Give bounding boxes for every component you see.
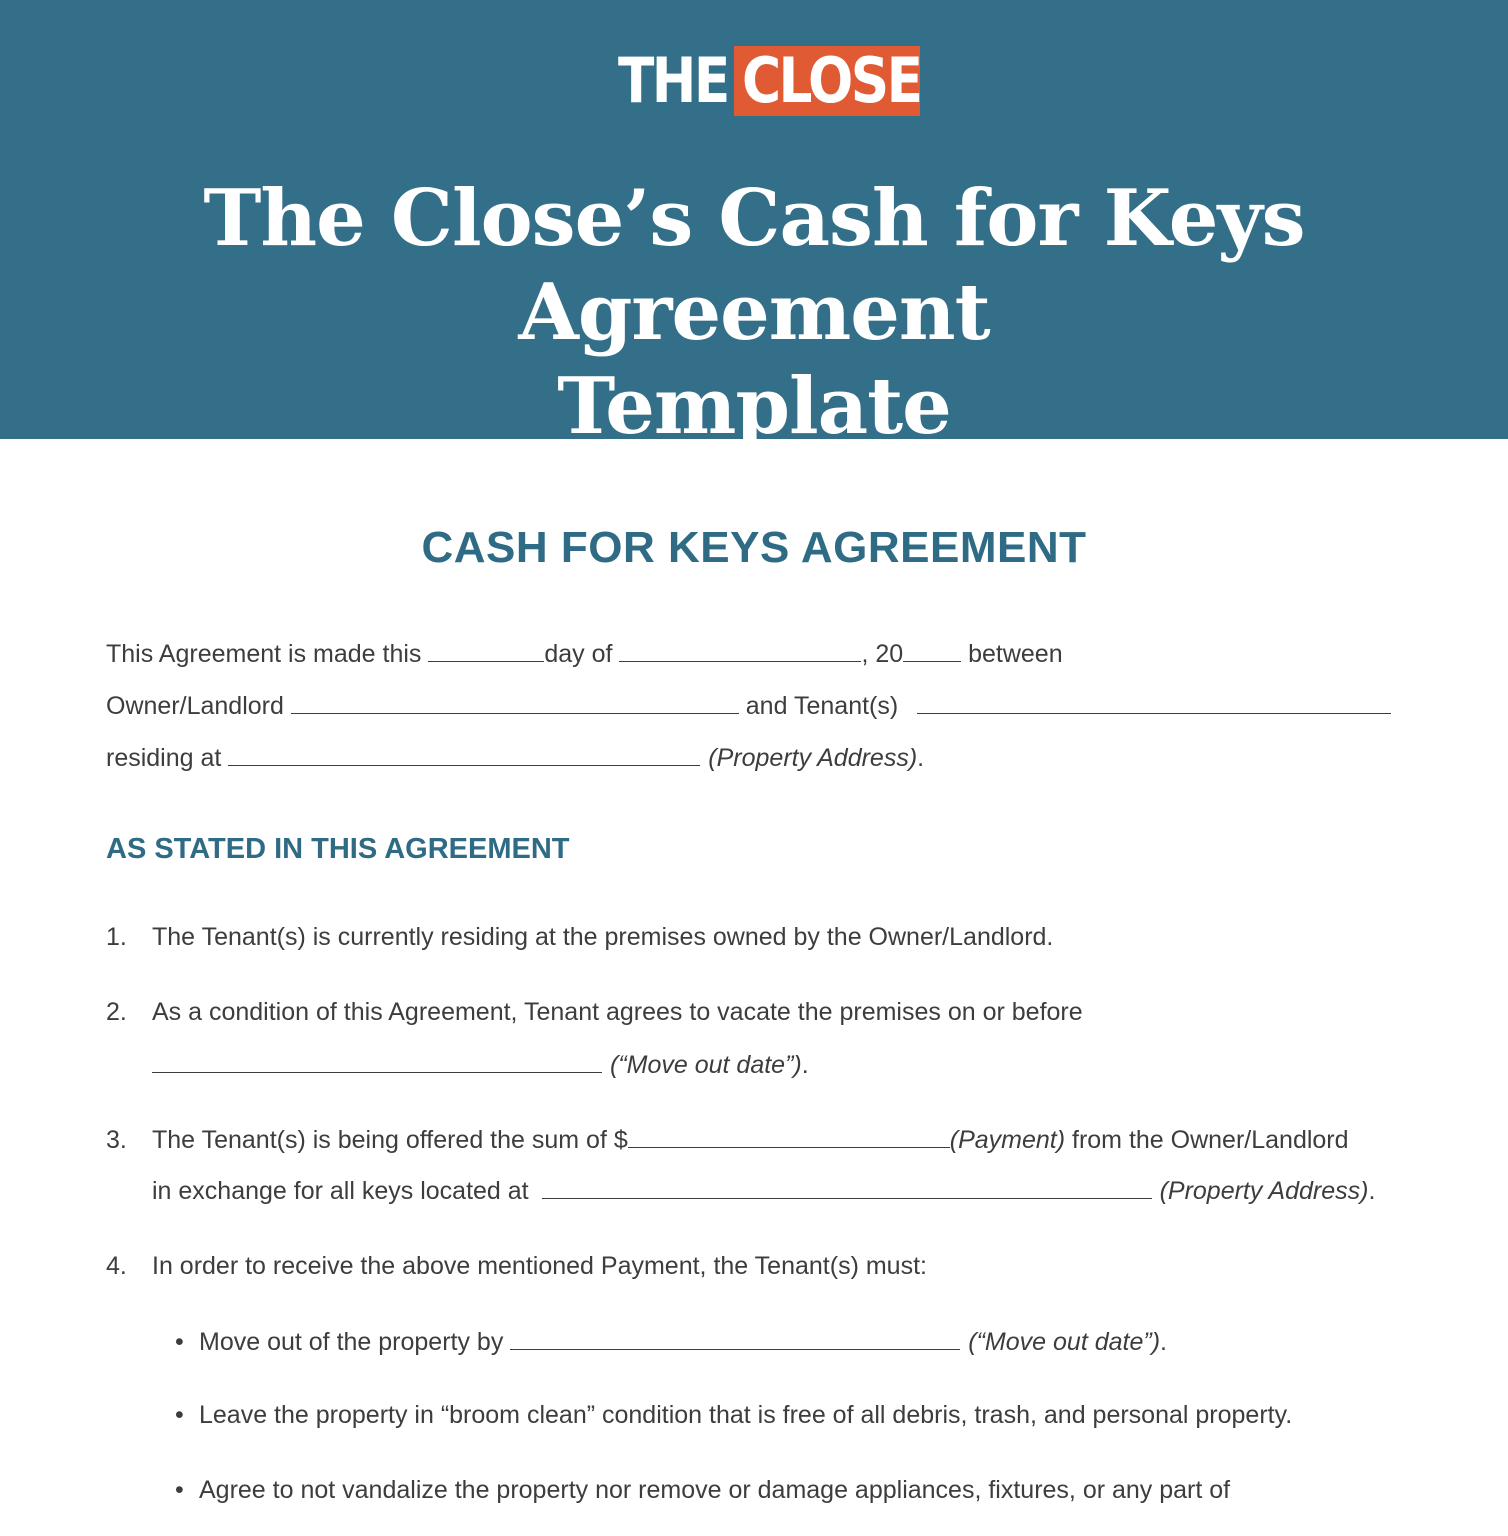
list-item-text: . — [801, 1051, 809, 1079]
intro-text: and Tenant(s) — [738, 692, 906, 720]
bullet-icon: • — [175, 1476, 184, 1504]
list-item-text: The Tenant(s) is currently residing at the premises owned by the Owner/Landlord. — [152, 923, 1054, 951]
intro-text: Owner/Landlord — [106, 692, 291, 720]
section-heading: AS STATED IN THIS AGREEMENT — [106, 833, 570, 865]
header-banner — [0, 0, 1508, 452]
bullet-item-2 — [175, 1399, 1292, 1431]
bullet-move-out-blank[interactable] — [510, 1325, 960, 1350]
tenant-blank[interactable] — [917, 689, 1391, 714]
list-item-2 — [106, 996, 1083, 1028]
property-address-label: (Property Address) — [1159, 1177, 1369, 1205]
list-item-3 — [106, 1123, 1349, 1156]
day-blank[interactable] — [428, 637, 544, 662]
logo-the-text: THE — [618, 44, 728, 117]
document-title: CASH FOR KEYS AGREEMENT — [421, 523, 1087, 572]
list-item-2-cont — [152, 1048, 809, 1081]
year-blank[interactable] — [903, 637, 961, 662]
owner-landlord-blank[interactable] — [291, 689, 739, 714]
move-out-date-blank[interactable] — [152, 1048, 602, 1073]
page-title-line-1: The Close’s Cash for Keys Agreement — [203, 173, 1305, 358]
intro-text: residing at — [106, 744, 229, 772]
list-item-text: In order to receive the above mentioned Payment, the Tenant(s) must: — [152, 1252, 927, 1280]
intro-text: day of — [544, 640, 620, 668]
payment-blank[interactable] — [628, 1123, 950, 1148]
list-item-text: . — [1368, 1177, 1376, 1205]
list-item-1 — [106, 921, 1053, 953]
list-number: 3. — [106, 1126, 127, 1154]
bullet-text: . — [1160, 1328, 1167, 1356]
list-item-text: The Tenant(s) is being offered the sum of $ — [152, 1126, 628, 1154]
intro-text: , 20 — [861, 640, 904, 668]
intro-text: This Agreement is made this — [106, 640, 429, 668]
list-number: 4. — [106, 1252, 127, 1280]
intro-text: between — [961, 640, 1063, 668]
bullet-text: Agree to not vandalize the property nor remove or damage appliances, fixtures, or any part of — [199, 1476, 1231, 1504]
list-number: 2. — [106, 998, 127, 1026]
bullet-item-3 — [175, 1474, 1230, 1506]
payment-label: (Payment) — [949, 1126, 1066, 1154]
list-item-3-cont — [152, 1174, 1375, 1207]
bullet-text: Move out of the property by — [199, 1328, 511, 1356]
page-title-line-2: Template — [557, 361, 951, 452]
move-out-date-label: (“Move out date”) — [610, 1051, 802, 1079]
intro-line-3 — [106, 741, 924, 774]
list-item-text: As a condition of this Agreement, Tenant agrees to vacate the premises on or before — [152, 998, 1083, 1026]
move-out-date-label: (“Move out date”) — [968, 1328, 1161, 1356]
property-address-label: (Property Address) — [708, 744, 918, 772]
bullet-text: Leave the property in “broom clean” condition that is free of all debris, trash, and personal property. — [199, 1401, 1293, 1429]
page-title — [0, 172, 1508, 454]
list-item-text: in exchange for all keys located at — [152, 1177, 536, 1205]
intro-text: . — [917, 744, 925, 772]
bullet-icon: • — [175, 1401, 184, 1429]
list-item-text: from the Owner/Landlord — [1065, 1126, 1349, 1154]
intro-line-2 — [106, 689, 1391, 722]
bullet-icon: • — [175, 1328, 184, 1356]
month-blank[interactable] — [619, 637, 861, 662]
logo-close-text: CLOSE — [741, 46, 920, 116]
residing-address-blank[interactable] — [228, 741, 700, 766]
list-number: 1. — [106, 923, 127, 951]
keys-address-blank[interactable] — [542, 1174, 1152, 1199]
the-close-logo — [618, 46, 920, 116]
intro-line-1 — [106, 637, 1063, 670]
logo-close-box — [734, 46, 920, 116]
bullet-item-1 — [175, 1325, 1167, 1358]
list-item-4 — [106, 1250, 927, 1282]
